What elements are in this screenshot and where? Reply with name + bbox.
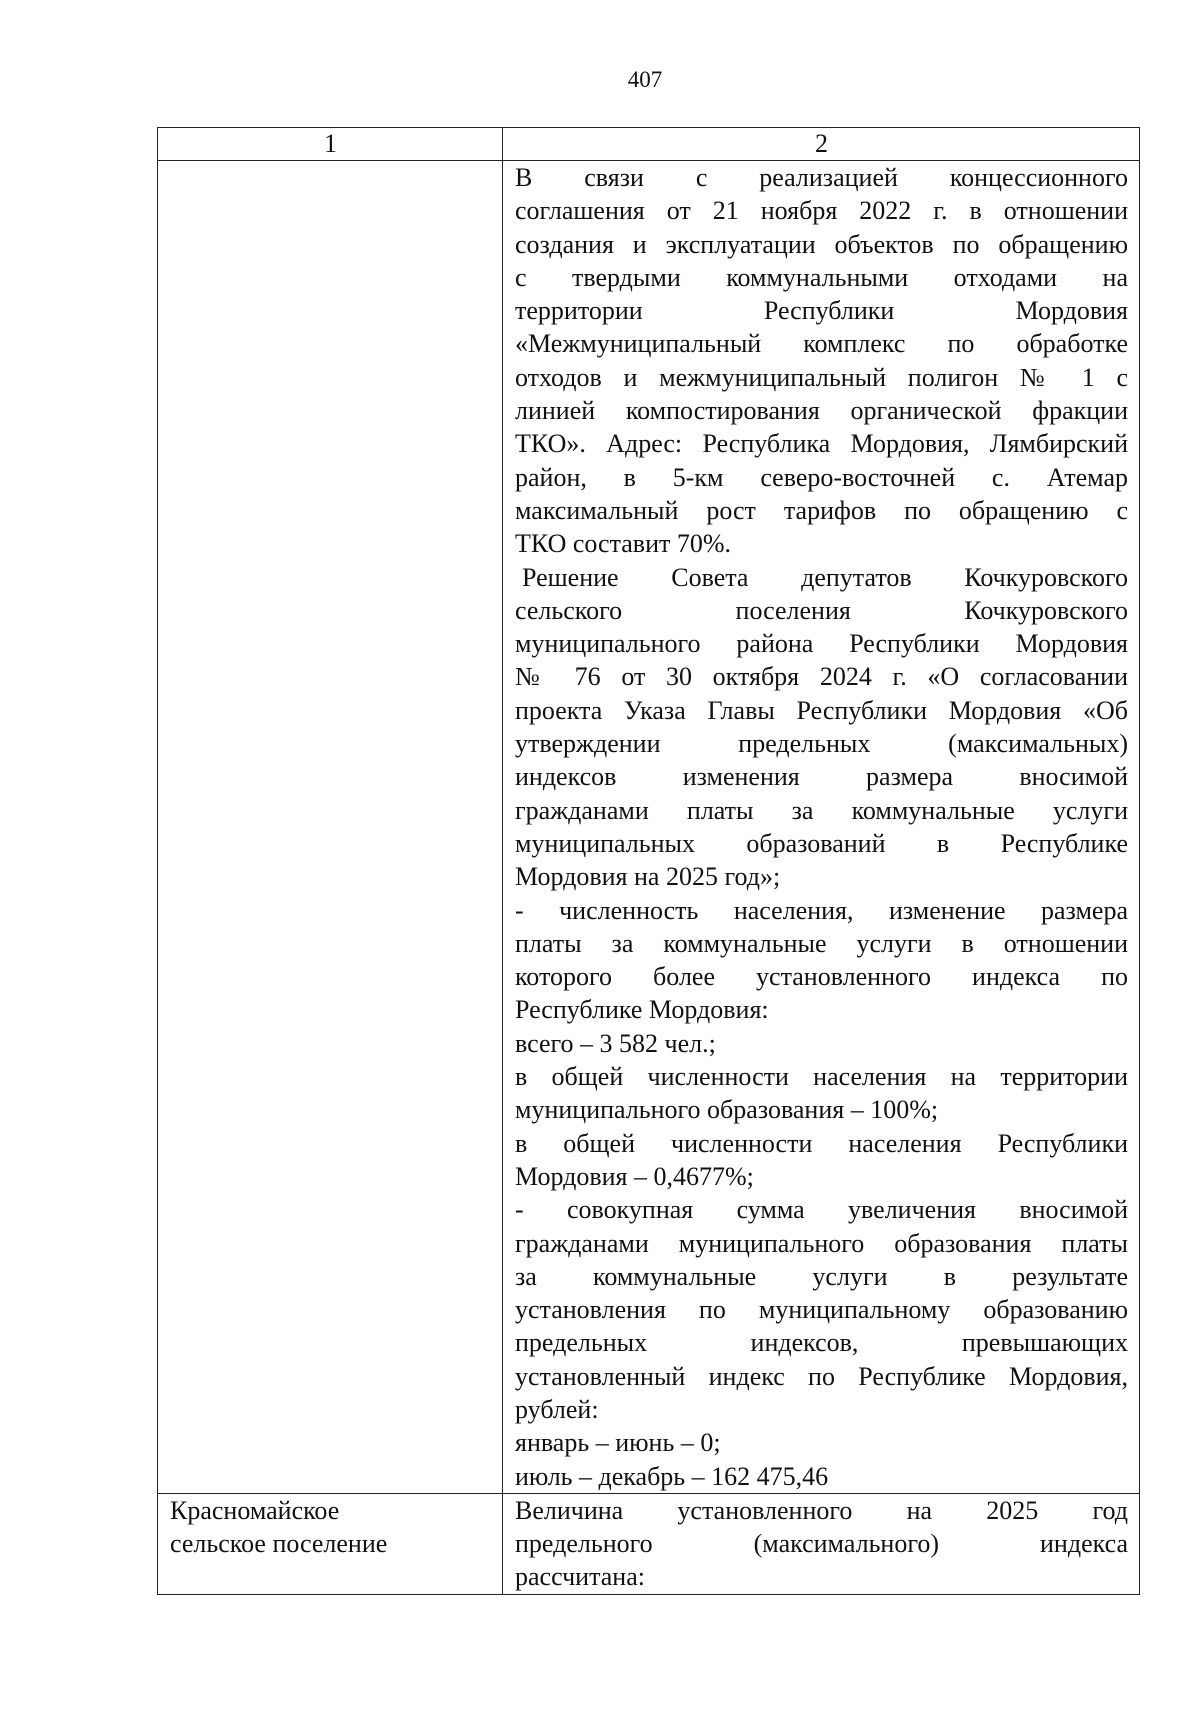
description-text-line: линией компостирования органической фракции: [515, 396, 1128, 426]
description-text-line: июль – декабрь – 162 475,46: [515, 1461, 829, 1491]
column-header-1: 1: [158, 128, 503, 161]
description-text-line: Мордовия – 0,4677%;: [515, 1161, 754, 1191]
description-text-line: № 76 от 30 октября 2024 г. «О согласовании: [515, 662, 1128, 692]
column-header-2: 2: [503, 128, 1140, 161]
description-text-line: всего – 3 582 чел.;: [515, 1028, 716, 1058]
description-text-line: предельного (максимального) индекса: [515, 1529, 1128, 1559]
description-cell: [503, 161, 1140, 1494]
description-cell: [503, 1493, 1140, 1594]
description-text-line: сельского поселения Кочкуровского: [515, 595, 1128, 625]
description-text-line: предельных индексов, превышающих: [515, 1328, 1128, 1358]
description-text-line: ТКО составит 70%.: [515, 529, 732, 559]
description-text-line: рублей:: [515, 1394, 599, 1424]
description-text-line: муниципального района Республики Мордовия: [515, 629, 1128, 659]
description-text-line: Решение Совета депутатов Кочкуровского: [522, 562, 1128, 592]
description-text-line: январь – июнь – 0;: [515, 1428, 721, 1458]
description-text-line: гражданами платы за коммунальные услуги: [515, 795, 1128, 825]
page-number: 407: [627, 67, 663, 92]
description-text-line: за коммунальные услуги в результате: [515, 1261, 1128, 1291]
description-text-line: район, в 5-км северо-восточней с. Атемар: [515, 462, 1128, 492]
municipality-cell: [158, 161, 503, 1494]
description-text-line: «Межмуниципальный комплекс по обработке: [515, 329, 1128, 359]
description-text-line: создания и эксплуатации объектов по обращению: [515, 229, 1128, 259]
description-text-line: - совокупная сумма увеличения вносимой: [515, 1195, 1128, 1225]
municipality-name-line: Красномайское: [170, 1495, 340, 1525]
municipality-name-line: сельское поселение: [170, 1529, 388, 1559]
description-text-line: В связи с реализацией концессионного: [515, 163, 1128, 192]
municipality-cell: [158, 1493, 503, 1594]
description-text-line: максимальный рост тарифов по обращению с: [515, 495, 1128, 525]
description-text-line: в общей численности населения на территории: [515, 1062, 1128, 1092]
description-text-line: ТКО». Адрес: Республика Мордовия, Лямбирский: [515, 429, 1128, 459]
table-header-row: [158, 128, 1140, 161]
description-text-line: проекта Указа Главы Республики Мордовия «Об: [515, 695, 1128, 725]
description-text-line: Мордовия на 2025 год»;: [515, 862, 781, 892]
description-text-line: установления по муниципальному образованию: [515, 1295, 1128, 1325]
description-text-line: отходов и межмуниципальный полигон № 1 с: [515, 362, 1128, 392]
description-text-line: рассчитана:: [515, 1562, 645, 1592]
table-row: [158, 1493, 1140, 1594]
table-row: [158, 161, 1140, 1494]
description-text-line: муниципального образования – 100%;: [515, 1095, 939, 1125]
description-text-line: Республике Мордовия:: [515, 995, 769, 1025]
description-text-line: территории Республики Мордовия: [515, 296, 1128, 326]
document-table: [157, 127, 1140, 1595]
description-text-line: гражданами муниципального образования платы: [515, 1228, 1128, 1258]
description-text-line: платы за коммунальные услуги в отношении: [515, 928, 1128, 958]
description-text-line: индексов изменения размера вносимой: [515, 762, 1128, 792]
description-text-line: которого более установленного индекса по: [515, 962, 1128, 992]
description-text-line: соглашения от 21 ноября 2022 г. в отношении: [515, 196, 1128, 226]
description-text-line: с твердыми коммунальными отходами на: [515, 262, 1128, 292]
description-text-line: утверждении предельных (максимальных): [515, 729, 1128, 759]
description-text-line: Величина установленного на 2025 год: [515, 1495, 1128, 1525]
description-text-line: в общей численности населения Республики: [515, 1128, 1128, 1158]
description-text-line: установленный индекс по Республике Мордовия,: [515, 1361, 1128, 1391]
description-text-line: - численность населения, изменение размера: [515, 895, 1128, 925]
description-text-line: муниципальных образований в Республике: [515, 828, 1128, 858]
